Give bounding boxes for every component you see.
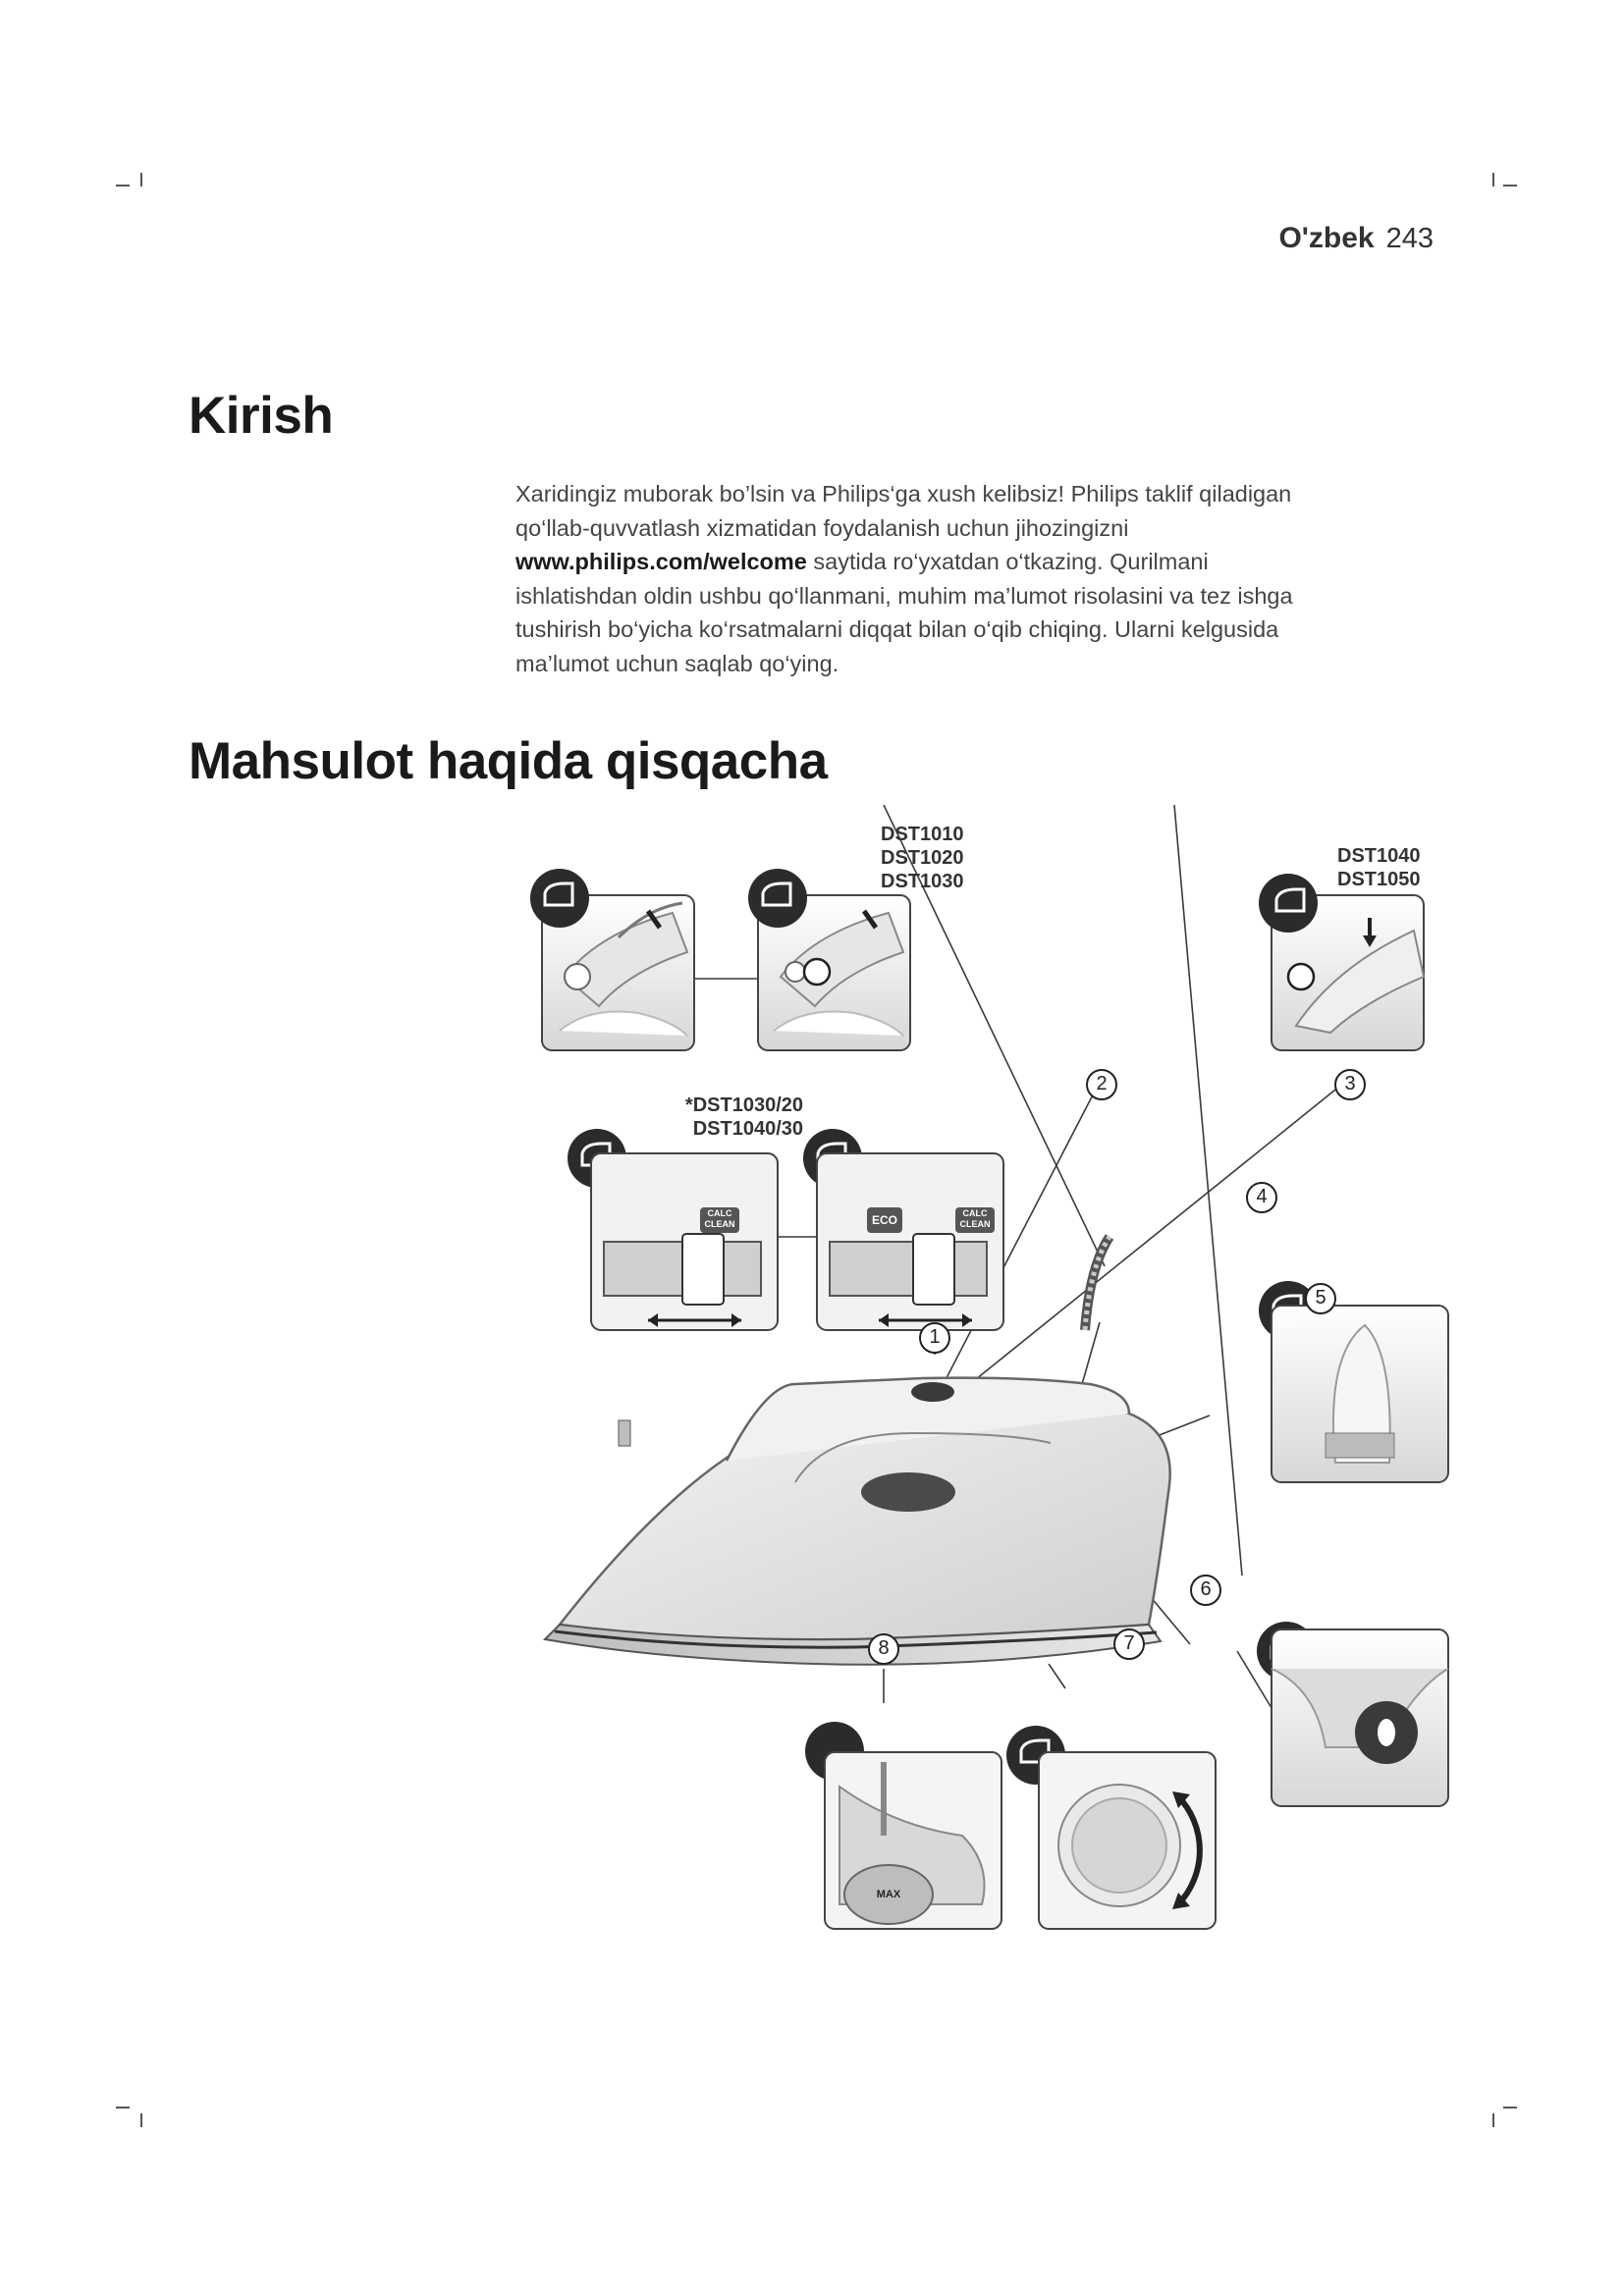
crop-mark xyxy=(116,185,130,187)
intro-line: qo‘llab-quvvatlash xizmatidan foydalanish uchun jihozingizni xyxy=(515,514,1129,541)
model-label: DST1050 xyxy=(1337,869,1421,890)
panel-temperature-dial xyxy=(1039,1752,1216,1929)
callout-number: 5 xyxy=(1315,1287,1326,1308)
intro-line: saytida ro‘yxatdan o‘tkazing. Qurilmani xyxy=(813,549,1209,574)
callout-number: 7 xyxy=(1123,1632,1135,1654)
intro-line: ma’lumot uchun saqlab qo‘ying. xyxy=(515,650,839,676)
crop-mark xyxy=(140,173,142,187)
soleplate-label: sole xyxy=(1278,1319,1298,1330)
max-label: MAX xyxy=(876,1889,901,1900)
page-header xyxy=(1278,222,1434,255)
intro-line: Xaridingiz muborak bo’lsin va Philips‘ga xush kelibsiz! Philips taklif qiladigan xyxy=(515,481,1292,507)
panel-self-clean xyxy=(1272,1629,1448,1806)
welcome-url-link[interactable]: www.philips.com/welcome xyxy=(515,549,807,574)
diagram-artwork xyxy=(501,805,1483,1944)
callout-number: 2 xyxy=(1096,1073,1108,1095)
model-label: DST1040/30 xyxy=(692,1118,803,1140)
callout-number: 4 xyxy=(1256,1186,1268,1207)
callout-number: 3 xyxy=(1344,1073,1356,1095)
panel-steam-slider-1 xyxy=(591,1153,778,1330)
panel-steam-slider-2 xyxy=(817,1153,1003,1330)
model-label: DST1020 xyxy=(881,847,964,869)
calc-clean-label xyxy=(700,1208,739,1230)
crop-mark xyxy=(1492,173,1494,187)
page-number: 243 xyxy=(1385,223,1434,254)
calc-clean-label xyxy=(955,1208,995,1230)
crop-mark xyxy=(1492,2113,1494,2127)
model-label: DST1040 xyxy=(1337,845,1421,867)
model-label: *DST1030/20 xyxy=(684,1095,803,1116)
callout-number: 1 xyxy=(929,1326,941,1348)
calc-text: CALC xyxy=(707,1208,732,1218)
product-overview-diagram xyxy=(501,805,1483,1944)
model-label: DST1010 xyxy=(881,824,964,845)
model-label: DST1030 xyxy=(881,871,964,892)
intro-line: tushirish bo‘yicha ko‘rsatmalarni diqqat bilan o‘qib chiqing. Ularni kelgusida xyxy=(515,616,1279,642)
language-label: O'zbek xyxy=(1278,222,1375,254)
crop-mark xyxy=(116,2107,130,2109)
clean-text: CLEAN xyxy=(704,1219,735,1229)
callout-number: 8 xyxy=(878,1637,890,1659)
leader-line xyxy=(1049,1664,1065,1688)
crop-mark xyxy=(140,2113,142,2127)
clean-text: CLEAN xyxy=(959,1219,991,1229)
section-heading-kirish: Kirish xyxy=(189,387,334,445)
crop-mark xyxy=(1503,2107,1517,2109)
intro-line: ishlatishdan oldin ushbu qo‘llanmani, muhim ma’lumot risolasini va tez ishga xyxy=(515,582,1293,609)
calc-text: CALC xyxy=(962,1208,988,1218)
panel-water-fill xyxy=(825,1752,1001,1929)
eco-label: ECO xyxy=(871,1213,897,1227)
panel-soleplate xyxy=(1272,1306,1448,1482)
section-heading-product-overview: Mahsulot haqida qisqacha xyxy=(189,732,828,790)
crop-mark xyxy=(1503,185,1517,187)
callout-number: 6 xyxy=(1200,1578,1212,1600)
intro-paragraph xyxy=(515,477,1419,680)
